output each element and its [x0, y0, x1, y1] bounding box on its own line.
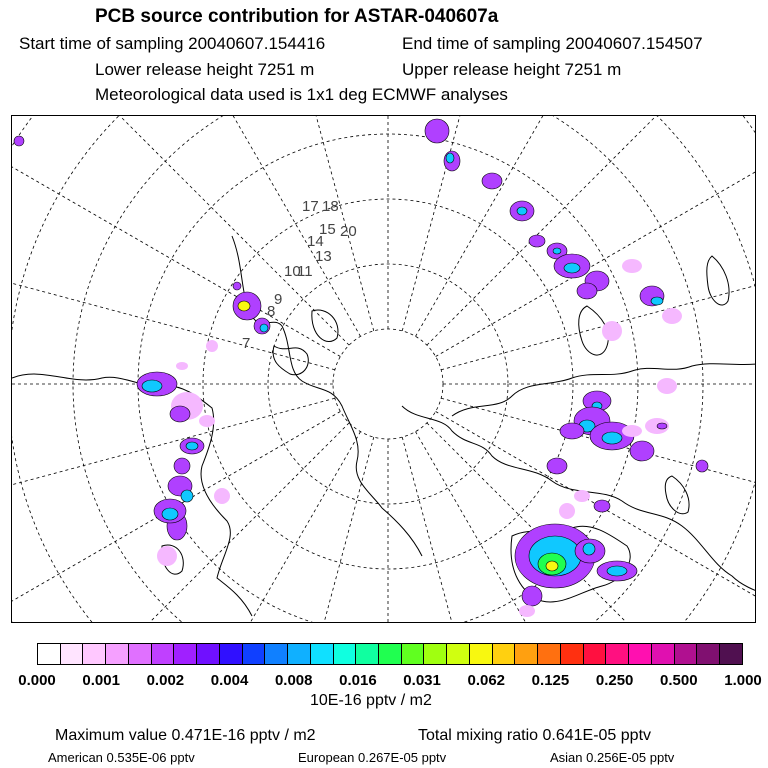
colorbar-cell [606, 644, 629, 664]
concentration-blob [696, 460, 708, 472]
asian-contribution: Asian 0.256E-05 pptv [550, 750, 675, 765]
map-canvas [12, 116, 756, 623]
colorbar-tick-label: 0.008 [274, 672, 313, 689]
concentration-blob [214, 488, 230, 504]
concentration-blob [425, 119, 449, 143]
colorbar-tick-label: 0.500 [660, 672, 698, 689]
colorbar-tick-label: 0.250 [595, 672, 634, 689]
concentration-blob [602, 321, 622, 341]
upper-release-height: Upper release height 7251 m [402, 60, 622, 79]
european-contribution: European 0.267E-05 pptv [298, 750, 447, 765]
concentration-blob [662, 308, 682, 324]
colorbar-tick-label: 1.000 [724, 672, 762, 689]
concentration-blob [482, 173, 502, 189]
colorbar-cell [652, 644, 675, 664]
colorbar-cell [675, 644, 698, 664]
concentration-blob [199, 415, 215, 427]
latitude-circle [12, 116, 756, 623]
concentration-blob [446, 153, 454, 163]
colorbar-cell [265, 644, 288, 664]
concentration-blob [14, 136, 24, 146]
concentration-blob [607, 566, 627, 576]
colorbar-cell [447, 644, 470, 664]
colorbar-cell [174, 644, 197, 664]
trajectory-label: 13 [315, 248, 332, 265]
concentration-blob [657, 378, 677, 394]
meridian-line [427, 423, 756, 623]
colorbar-cell [288, 644, 311, 664]
concentration-blob [517, 207, 527, 215]
colorbar-cell [379, 644, 402, 664]
colorbar-cell [493, 644, 516, 664]
concentration-blob [583, 543, 595, 555]
meridian-line [38, 432, 361, 623]
concentration-blob [176, 362, 188, 370]
trajectory-label: 14 [307, 233, 324, 250]
concentration-blob [170, 406, 190, 422]
meteorological-data: Meteorological data used is 1x1 deg ECMWF analyses [95, 85, 508, 104]
colorbar-cell [83, 644, 106, 664]
trajectory-label: 18 [322, 198, 339, 215]
graticule [12, 116, 756, 623]
meridian-line [12, 203, 335, 370]
concentration-blob [564, 263, 580, 273]
colorbar-cell [152, 644, 175, 664]
trajectory-label: 15 [319, 221, 336, 238]
colorbar [37, 643, 743, 665]
concentration-blob [529, 235, 545, 247]
concentration-blob [651, 297, 663, 305]
colorbar-cell [424, 644, 447, 664]
colorbar-cell [515, 644, 538, 664]
concentration-blob [186, 442, 198, 450]
end-time: End time of sampling 20040607.154507 [402, 34, 703, 53]
maximum-value: Maximum value 0.471E-16 pptv / m2 [55, 727, 316, 744]
concentration-blob [519, 605, 535, 617]
american-contribution: American 0.535E-06 pptv [48, 750, 195, 765]
colorbar-tick-label: 0.000 [18, 672, 56, 689]
trajectory-label: 9 [274, 291, 283, 308]
concentration-blob [574, 490, 590, 502]
concentration-blob [560, 423, 584, 439]
meridian-line [38, 116, 361, 336]
lower-release-height: Lower release height 7251 m [95, 60, 315, 79]
trajectory-label: 20 [340, 223, 357, 240]
concentration-blob [522, 586, 542, 606]
colorbar-cell [243, 644, 266, 664]
meridian-line [207, 437, 374, 623]
meridian-line [436, 116, 756, 357]
colorbar-tick-label: 0.004 [210, 672, 249, 689]
meridian-line [416, 116, 739, 336]
concentration-blob [157, 546, 177, 566]
concentration-blob [238, 301, 250, 311]
latitude-circle [268, 264, 508, 504]
start-time: Start time of sampling 20040607.154416 [19, 34, 326, 53]
colorbar-cell [720, 644, 742, 664]
plot-title: PCB source contribution for ASTAR-040607a [95, 6, 499, 27]
colorbar-cell [334, 644, 357, 664]
concentration-blob [162, 508, 178, 520]
colorbar-cell [38, 644, 61, 664]
trajectory-label: 7 [242, 335, 251, 352]
colorbar-units: 10E-16 pptv / m2 [310, 692, 432, 709]
colorbar-cell [697, 644, 720, 664]
colorbar-cell [220, 644, 243, 664]
colorbar-tick-label: 0.062 [467, 672, 506, 689]
concentration-blob [602, 432, 622, 444]
concentration-blob [630, 441, 654, 461]
colorbar-cell [402, 644, 425, 664]
colorbar-cell [197, 644, 220, 664]
concentration-blob [553, 248, 561, 254]
concentration-blob [594, 500, 610, 512]
colorbar-tick-label: 0.016 [339, 672, 377, 689]
colorbar-cell [311, 644, 334, 664]
trajectory-label: 10 [284, 263, 301, 280]
colorbar-cell [470, 644, 493, 664]
polar-map [11, 115, 756, 623]
meridian-line [402, 116, 569, 331]
colorbar-cell [561, 644, 584, 664]
concentration-blob [622, 425, 642, 437]
concentration-blob [559, 503, 575, 519]
concentration-blob [547, 458, 567, 474]
concentration-blob [622, 259, 642, 273]
trajectory-label: 11 [297, 263, 313, 280]
colorbar-tick-label: 0.031 [403, 672, 441, 689]
concentration-blob [174, 458, 190, 474]
colorbar-cell [356, 644, 379, 664]
concentration-blob [546, 561, 558, 571]
total-mixing-ratio: Total mixing ratio 0.641E-05 pptv [418, 727, 652, 744]
concentration-blob [260, 324, 268, 332]
colorbar-cell [61, 644, 84, 664]
concentration-blob [657, 423, 667, 429]
meridian-line [416, 432, 739, 623]
meridian-line [12, 116, 340, 357]
concentration-blob [233, 282, 241, 290]
colorbar-tick-label: 0.125 [531, 672, 570, 689]
colorbar-cell [129, 644, 152, 664]
concentration-field [14, 119, 708, 617]
colorbar-tick-label: 0.001 [82, 672, 120, 689]
latitude-circle [12, 116, 756, 623]
colorbar-cell [538, 644, 561, 664]
trajectory-label: 17 [302, 198, 319, 215]
concentration-blob [142, 380, 162, 392]
colorbar-cell [584, 644, 607, 664]
concentration-blob [181, 490, 193, 502]
colorbar-cell [629, 644, 652, 664]
colorbar-tick-label: 0.002 [146, 672, 185, 689]
concentration-blob [577, 283, 597, 299]
trajectory-label: 8 [267, 303, 276, 320]
concentration-blob [206, 340, 218, 352]
colorbar-cell [106, 644, 129, 664]
